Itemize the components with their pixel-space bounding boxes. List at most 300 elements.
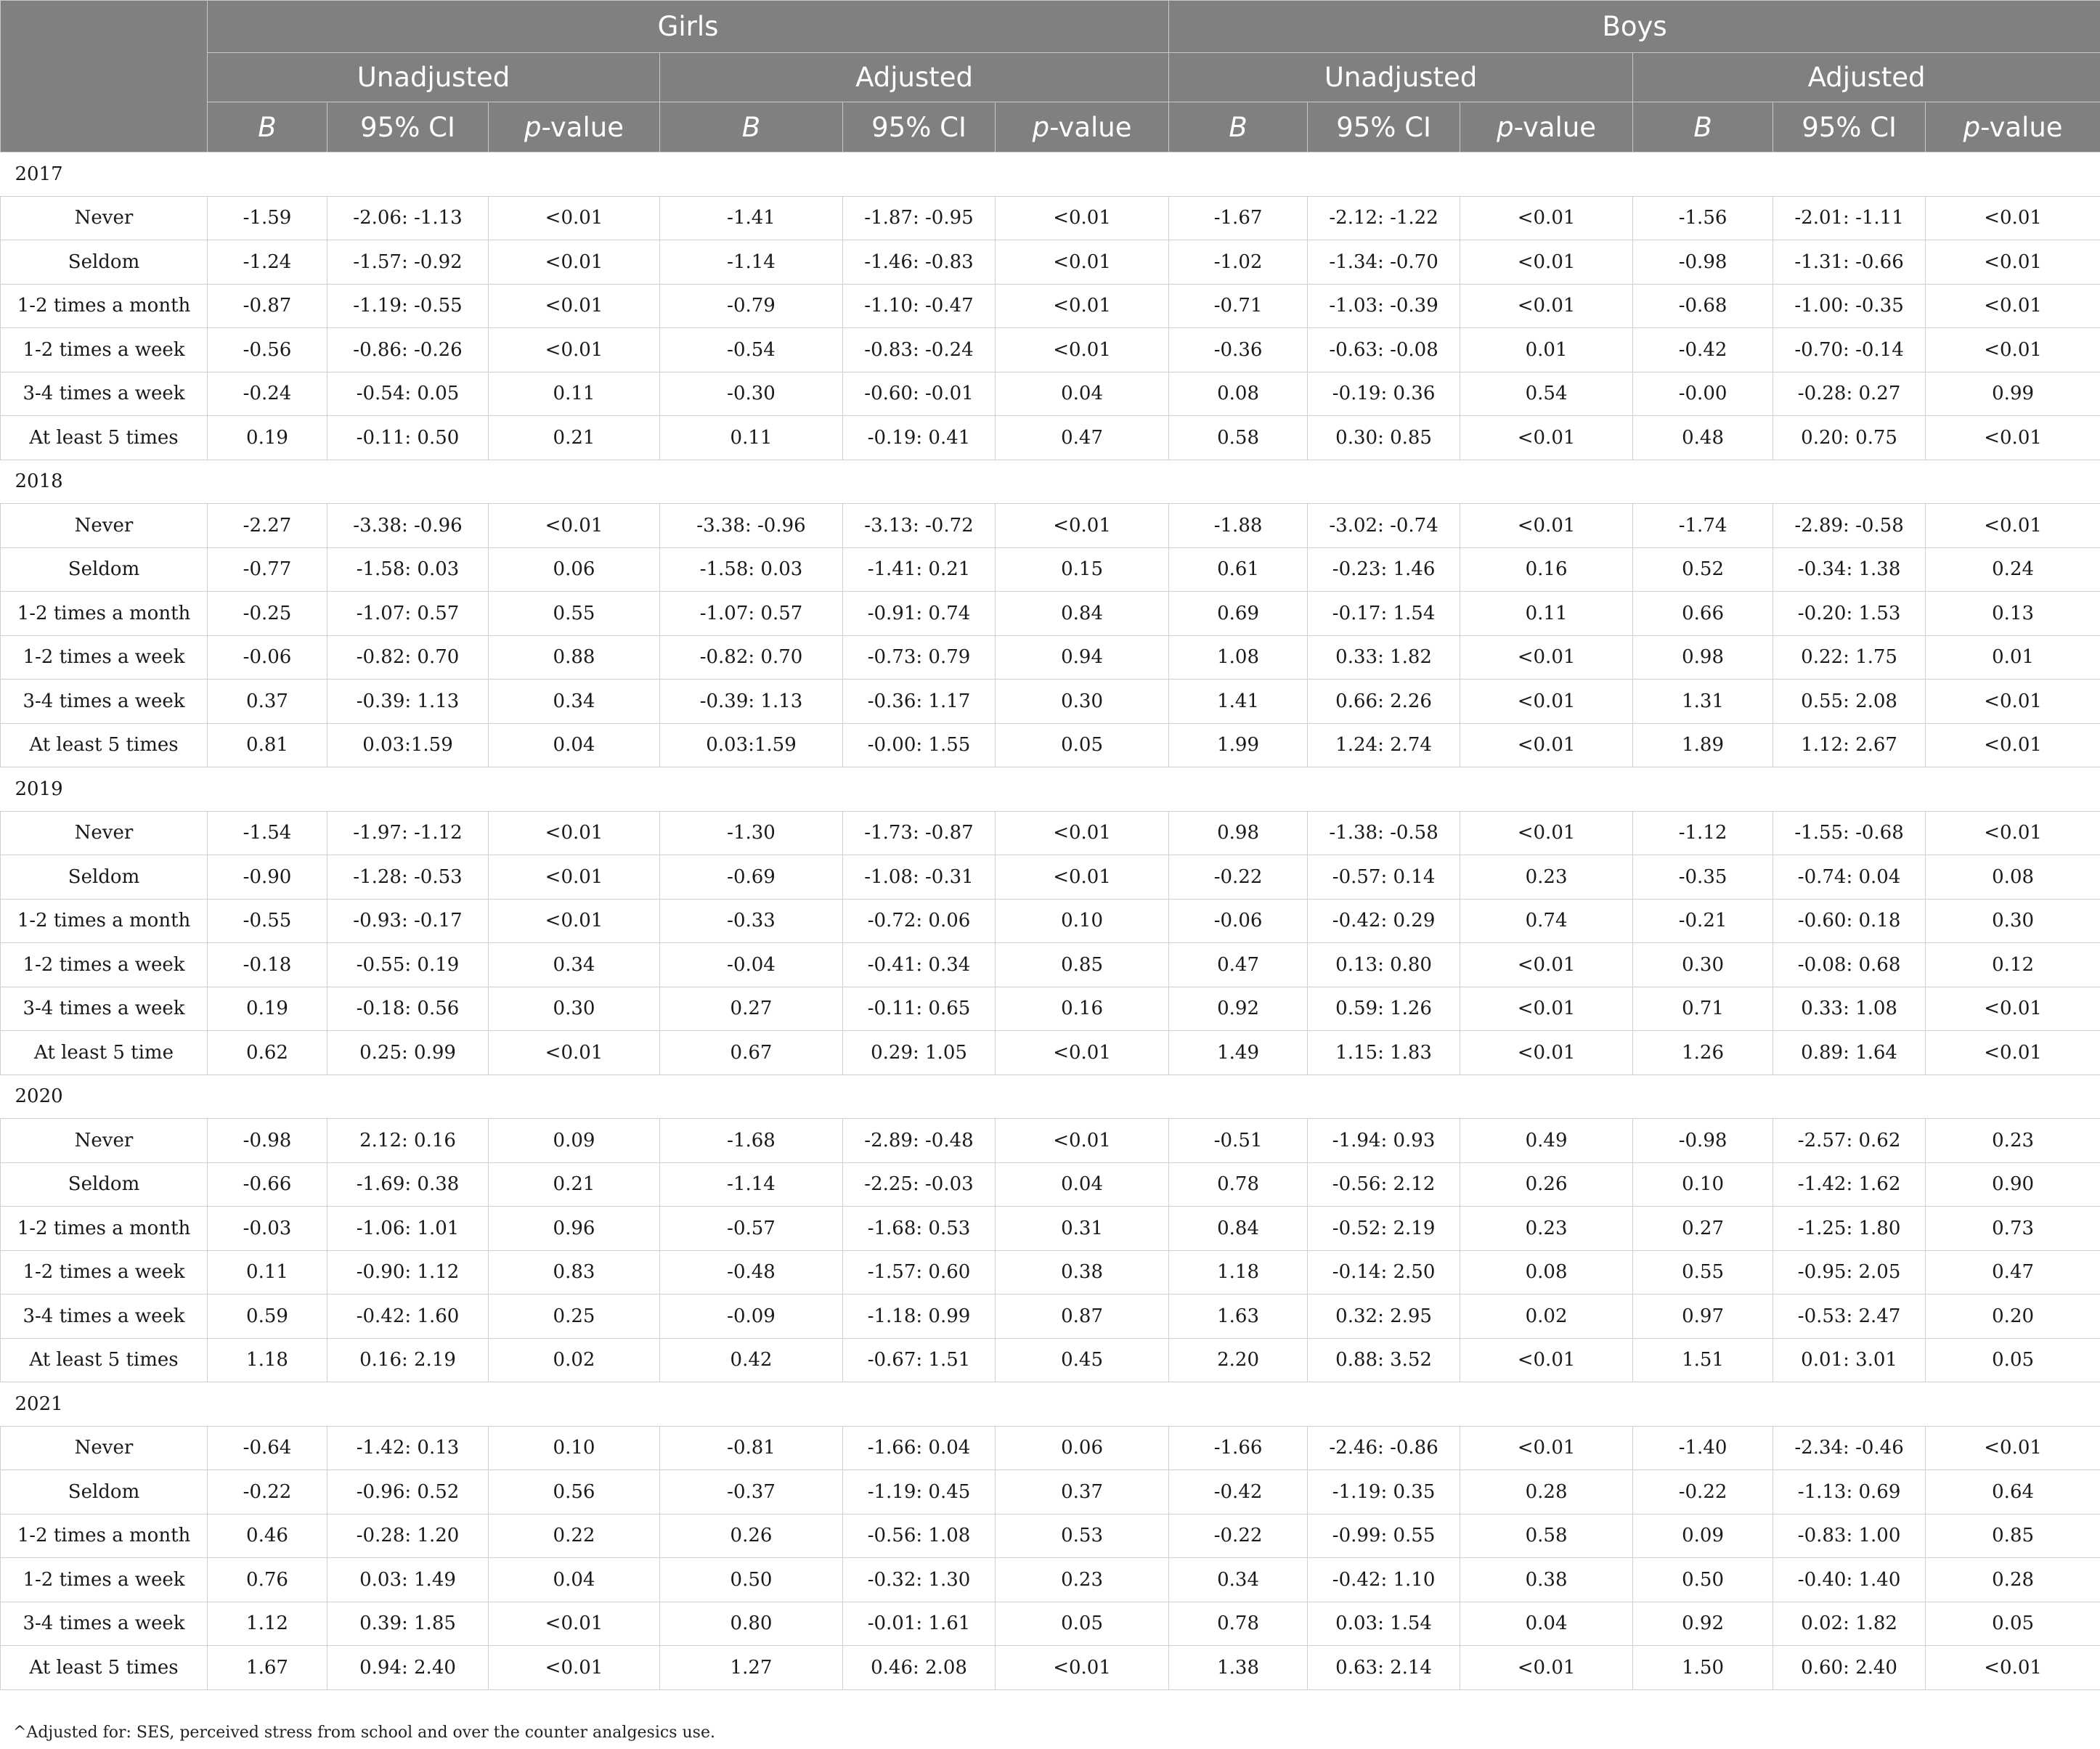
table-cell: <0.01 [1926, 1031, 2100, 1075]
table-row [1, 635, 2100, 680]
table-cell: -1.02 [1169, 240, 1308, 285]
table-cell: 0.01 [1926, 635, 2100, 680]
table-cell: -1.10: -0.47 [843, 284, 996, 328]
table-cell: -0.09 [660, 1295, 843, 1339]
header-row-groups [1, 1, 2100, 53]
row-label: Never [1, 1426, 208, 1470]
table-cell: -0.70: -0.14 [1773, 328, 1926, 372]
table-cell: 0.23 [996, 1558, 1169, 1602]
table-cell: -0.06 [1169, 899, 1308, 943]
table-cell: -1.57: 0.60 [843, 1250, 996, 1295]
table-cell: -0.82: 0.70 [660, 635, 843, 680]
table-cell: <0.01 [489, 196, 660, 240]
table-header [1, 1, 2100, 152]
table-row [1, 811, 2100, 855]
table-cell: <0.01 [996, 284, 1169, 328]
table-cell: 0.27 [660, 987, 843, 1031]
table-cell: -0.42 [1633, 328, 1773, 372]
table-cell: 1.50 [1633, 1646, 1773, 1690]
column-header-text: B [1229, 111, 1248, 143]
table-cell: -1.40 [1633, 1426, 1773, 1470]
table-cell: -0.56: 1.08 [843, 1514, 996, 1558]
table-cell: -1.03: -0.39 [1308, 284, 1460, 328]
table-cell: <0.01 [489, 1031, 660, 1075]
row-label: 1-2 times a month [1, 899, 208, 943]
table-cell: 0.98 [1633, 635, 1773, 680]
table-cell: -1.42: 1.62 [1773, 1162, 1926, 1207]
row-label: At least 5 times [1, 1338, 208, 1382]
table-cell: <0.01 [489, 855, 660, 900]
table-cell: 1.67 [208, 1646, 327, 1690]
table-cell: <0.01 [489, 1646, 660, 1690]
table-cell: 1.26 [1633, 1031, 1773, 1075]
table-cell: 0.34 [489, 680, 660, 724]
table-cell: -1.06: 1.01 [327, 1207, 489, 1251]
table-cell: <0.01 [1460, 196, 1633, 240]
table-cell: -0.99: 0.55 [1308, 1514, 1460, 1558]
column-header [208, 102, 327, 152]
table-cell: 0.87 [996, 1295, 1169, 1339]
row-label: Seldom [1, 1470, 208, 1514]
table-cell: 0.58 [1169, 416, 1308, 460]
table-cell: 0.05 [996, 1602, 1169, 1646]
row-label: At least 5 times [1, 1646, 208, 1690]
table-cell: -1.97: -1.12 [327, 811, 489, 855]
table-cell: -0.36: 1.17 [843, 680, 996, 724]
table-cell: 0.33: 1.08 [1773, 987, 1926, 1031]
table-cell: -0.57: 0.14 [1308, 855, 1460, 900]
table-cell: 0.47 [996, 416, 1169, 460]
table-cell: -0.08: 0.68 [1773, 943, 1926, 987]
row-label: 3-4 times a week [1, 1602, 208, 1646]
table-cell: 0.24 [1926, 547, 2100, 592]
table-body [1, 152, 2100, 1690]
row-label: 3-4 times a week [1, 987, 208, 1031]
table-cell: -0.41: 0.34 [843, 943, 996, 987]
table-cell: <0.01 [996, 504, 1169, 548]
table-row [1, 987, 2100, 1031]
table-cell: -0.35 [1633, 855, 1773, 900]
table-cell: 0.04 [489, 1558, 660, 1602]
table-cell: -0.39: 1.13 [327, 680, 489, 724]
table-cell: -0.60: -0.01 [843, 372, 996, 416]
table-cell: <0.01 [996, 1646, 1169, 1690]
table-cell: -1.14 [660, 240, 843, 285]
table-cell: 1.18 [1169, 1250, 1308, 1295]
row-label: 1-2 times a week [1, 328, 208, 372]
table-cell: -0.00: 1.55 [843, 723, 996, 767]
table-cell: 0.30 [1926, 899, 2100, 943]
table-cell: -3.13: -0.72 [843, 504, 996, 548]
table-cell: 1.38 [1169, 1646, 1308, 1690]
column-header-text: B [1693, 111, 1712, 143]
table-cell: 0.22 [489, 1514, 660, 1558]
table-row [1, 1207, 2100, 1251]
table-cell: 0.01 [1460, 328, 1633, 372]
table-row [1, 1119, 2100, 1163]
year-section-row [1, 1382, 2100, 1427]
table-cell: 0.83 [489, 1250, 660, 1295]
table-row [1, 680, 2100, 724]
table-cell: 0.05 [1926, 1602, 2100, 1646]
table-cell: -0.63: -0.08 [1308, 328, 1460, 372]
table-cell: -2.01: -1.11 [1773, 196, 1926, 240]
table-row [1, 592, 2100, 636]
table-cell: -0.28: 0.27 [1773, 372, 1926, 416]
row-label: 3-4 times a week [1, 1295, 208, 1339]
table-cell: 0.11 [1460, 592, 1633, 636]
table-row [1, 1470, 2100, 1514]
table-cell: <0.01 [1460, 680, 1633, 724]
table-cell: -0.40: 1.40 [1773, 1558, 1926, 1602]
row-label: At least 5 times [1, 723, 208, 767]
table-row [1, 240, 2100, 285]
table-cell: 0.15 [996, 547, 1169, 592]
table-cell: <0.01 [996, 1119, 1169, 1163]
table-cell: 0.30 [489, 987, 660, 1031]
table-cell: 0.05 [996, 723, 1169, 767]
table-cell: -0.82: 0.70 [327, 635, 489, 680]
row-label: Seldom [1, 547, 208, 592]
column-header-text: B [258, 111, 277, 143]
table-cell: -0.17: 1.54 [1308, 592, 1460, 636]
table-row [1, 1558, 2100, 1602]
table-cell: 0.11 [208, 1250, 327, 1295]
table-cell: -1.41: 0.21 [843, 547, 996, 592]
table-cell: <0.01 [996, 196, 1169, 240]
table-cell: 0.90 [1926, 1162, 2100, 1207]
table-cell: -0.48 [660, 1250, 843, 1295]
column-header [1633, 102, 1773, 152]
table-cell: 0.13: 0.80 [1308, 943, 1460, 987]
table-cell: -0.56 [208, 328, 327, 372]
table-cell: -0.22 [208, 1470, 327, 1514]
table-cell: -0.32: 1.30 [843, 1558, 996, 1602]
table-cell: <0.01 [1926, 416, 2100, 460]
table-cell: -1.07: 0.57 [660, 592, 843, 636]
table-cell: <0.01 [1460, 1426, 1633, 1470]
table-cell: <0.01 [996, 328, 1169, 372]
table-cell: 0.66 [1633, 592, 1773, 636]
table-cell: 0.09 [489, 1119, 660, 1163]
table-cell: -3.02: -0.74 [1308, 504, 1460, 548]
table-cell: 0.88: 3.52 [1308, 1338, 1460, 1382]
table-cell: -1.13: 0.69 [1773, 1470, 1926, 1514]
table-cell: <0.01 [996, 811, 1169, 855]
table-cell: -0.64 [208, 1426, 327, 1470]
pvalue-p: p [1497, 111, 1514, 143]
table-cell: -1.28: -0.53 [327, 855, 489, 900]
table-cell: -0.20: 1.53 [1773, 592, 1926, 636]
row-label: Never [1, 196, 208, 240]
table-cell: 0.10 [1633, 1162, 1773, 1207]
table-cell: 0.50 [660, 1558, 843, 1602]
table-cell: 0.29: 1.05 [843, 1031, 996, 1075]
table-cell: 0.25: 0.99 [327, 1031, 489, 1075]
table-cell: -3.38: -0.96 [660, 504, 843, 548]
table-cell: -2.89: -0.58 [1773, 504, 1926, 548]
table-cell: -0.67: 1.51 [843, 1338, 996, 1382]
column-header-pvalue: p-value [996, 102, 1169, 152]
row-label: At least 5 times [1, 416, 208, 460]
table-cell: -0.71 [1169, 284, 1308, 328]
column-header-pvalue: p-value [1926, 102, 2100, 152]
table-cell: -0.83: -0.24 [843, 328, 996, 372]
table-cell: -1.88 [1169, 504, 1308, 548]
table-cell: 0.55 [1633, 1250, 1773, 1295]
table-row [1, 899, 2100, 943]
table-cell: 0.02 [489, 1338, 660, 1382]
table-cell: 0.10 [996, 899, 1169, 943]
table-cell: -0.42: 1.10 [1308, 1558, 1460, 1602]
table-cell: 0.27 [1633, 1207, 1773, 1251]
table-cell: 0.26 [660, 1514, 843, 1558]
table-cell: 0.56 [489, 1470, 660, 1514]
table-cell: -0.22 [1633, 1470, 1773, 1514]
table-cell: -0.34: 1.38 [1773, 547, 1926, 592]
row-label: 1-2 times a month [1, 592, 208, 636]
table-cell: -1.19: 0.45 [843, 1470, 996, 1514]
table-cell: -0.24 [208, 372, 327, 416]
table-cell: 0.62 [208, 1031, 327, 1075]
table-row [1, 1602, 2100, 1646]
table-cell: 0.21 [489, 416, 660, 460]
table-cell: -0.18 [208, 943, 327, 987]
table-row [1, 855, 2100, 900]
table-cell: 0.78 [1169, 1162, 1308, 1207]
table-cell: 1.15: 1.83 [1308, 1031, 1460, 1075]
table-cell: 0.55: 2.08 [1773, 680, 1926, 724]
table-cell: 1.51 [1633, 1338, 1773, 1382]
table-cell: 0.02: 1.82 [1773, 1602, 1926, 1646]
table-cell: -1.73: -0.87 [843, 811, 996, 855]
pvalue-p: p [1963, 111, 1981, 143]
table-cell: 0.13 [1926, 592, 2100, 636]
table-cell: 0.04 [1460, 1602, 1633, 1646]
table-cell: -1.55: -0.68 [1773, 811, 1926, 855]
table-cell: <0.01 [996, 1031, 1169, 1075]
table-cell: 0.92 [1633, 1602, 1773, 1646]
table-cell: 0.28 [1926, 1558, 2100, 1602]
table-cell: 0.06 [489, 547, 660, 592]
table-cell: 0.48 [1633, 416, 1773, 460]
table-cell: 0.38 [996, 1250, 1169, 1295]
table-cell: -0.52: 2.19 [1308, 1207, 1460, 1251]
table-cell: 0.08 [1169, 372, 1308, 416]
year-section-row [1, 460, 2100, 504]
header-row-subgroups [1, 53, 2100, 102]
column-header: 95% CI [1773, 102, 1926, 152]
table-cell: 1.49 [1169, 1031, 1308, 1075]
table-cell: 0.34 [1169, 1558, 1308, 1602]
table-cell: -0.69 [660, 855, 843, 900]
table-cell: -0.01: 1.61 [843, 1602, 996, 1646]
table-cell: -0.19: 0.36 [1308, 372, 1460, 416]
table-cell: -1.54 [208, 811, 327, 855]
table-cell: 1.08 [1169, 635, 1308, 680]
group-header-girls: Girls [208, 1, 1169, 53]
table-cell: 0.08 [1460, 1250, 1633, 1295]
table-cell: -0.11: 0.65 [843, 987, 996, 1031]
table-cell: 0.59 [208, 1295, 327, 1339]
table-cell: <0.01 [1460, 1646, 1633, 1690]
table-footnote: ^Adjusted for: SES, perceived stress from school and over the counter analgesics use. [13, 1724, 715, 1742]
table-cell: -1.67 [1169, 196, 1308, 240]
table-cell: 0.76 [208, 1558, 327, 1602]
table-cell: 0.37 [996, 1470, 1169, 1514]
subgroup-header-boys-unadjusted: Unadjusted [1169, 53, 1633, 102]
table-cell: 0.54 [1460, 372, 1633, 416]
table-cell: 0.03: 1.49 [327, 1558, 489, 1602]
table-cell: 0.55 [489, 592, 660, 636]
table-cell: 0.39: 1.85 [327, 1602, 489, 1646]
table-cell: -0.56: 2.12 [1308, 1162, 1460, 1207]
table-cell: 0.84 [996, 592, 1169, 636]
table-cell: 0.46: 2.08 [843, 1646, 996, 1690]
table-cell: 0.80 [660, 1602, 843, 1646]
table-cell: 0.74 [1460, 899, 1633, 943]
table-cell: -1.08: -0.31 [843, 855, 996, 900]
table-row [1, 723, 2100, 767]
table-cell: -1.12 [1633, 811, 1773, 855]
row-label: 1-2 times a month [1, 1514, 208, 1558]
table-cell: 0.45 [996, 1338, 1169, 1382]
row-label: 1-2 times a week [1, 1558, 208, 1602]
table-cell: -1.58: 0.03 [660, 547, 843, 592]
table-cell: 0.30 [996, 680, 1169, 724]
table-cell: 0.84 [1169, 1207, 1308, 1251]
table-cell: 1.89 [1633, 723, 1773, 767]
table-cell: 0.30: 0.85 [1308, 416, 1460, 460]
table-cell: -0.55: 0.19 [327, 943, 489, 987]
table-cell: -0.98 [1633, 240, 1773, 285]
table-cell: <0.01 [1926, 1646, 2100, 1690]
table-cell: -0.25 [208, 592, 327, 636]
subgroup-header-girls-unadjusted: Unadjusted [208, 53, 660, 102]
table-cell: -1.14 [660, 1162, 843, 1207]
table-cell: -0.42: 1.60 [327, 1295, 489, 1339]
table-cell: -1.19: -0.55 [327, 284, 489, 328]
table-cell: 0.25 [489, 1295, 660, 1339]
table-cell: 0.47 [1926, 1250, 2100, 1295]
table-cell: -0.96: 0.52 [327, 1470, 489, 1514]
table-cell: -1.87: -0.95 [843, 196, 996, 240]
table-cell: -0.14: 2.50 [1308, 1250, 1460, 1295]
pvalue-p: p [524, 111, 542, 143]
table-cell: -1.68 [660, 1119, 843, 1163]
year-label: 2021 [1, 1382, 2100, 1427]
table-cell: <0.01 [1926, 987, 2100, 1031]
table-cell: 0.60: 2.40 [1773, 1646, 1926, 1690]
column-header [660, 102, 843, 152]
header-corner [1, 1, 208, 152]
row-label: Seldom [1, 855, 208, 900]
table-cell: -0.83: 1.00 [1773, 1514, 1926, 1558]
row-label: 1-2 times a month [1, 284, 208, 328]
table-cell: -1.58: 0.03 [327, 547, 489, 592]
table-row [1, 328, 2100, 372]
table-cell: -2.89: -0.48 [843, 1119, 996, 1163]
table-cell: -0.04 [660, 943, 843, 987]
table-cell: -1.19: 0.35 [1308, 1470, 1460, 1514]
table-cell: <0.01 [1460, 723, 1633, 767]
table-cell: <0.01 [489, 811, 660, 855]
table-cell: -0.51 [1169, 1119, 1308, 1163]
table-cell: 0.64 [1926, 1470, 2100, 1514]
year-section-row [1, 152, 2100, 197]
table-row [1, 1514, 2100, 1558]
row-label: 3-4 times a week [1, 372, 208, 416]
table-cell: -2.46: -0.86 [1308, 1426, 1460, 1470]
table-cell: <0.01 [1460, 811, 1633, 855]
table-cell: <0.01 [1460, 416, 1633, 460]
table-cell: <0.01 [1926, 328, 2100, 372]
table-cell: -0.53: 2.47 [1773, 1295, 1926, 1339]
table-cell: 0.88 [489, 635, 660, 680]
table-cell: 1.18 [208, 1338, 327, 1382]
table-cell: <0.01 [489, 328, 660, 372]
table-cell: 1.27 [660, 1646, 843, 1690]
table-cell: 0.03:1.59 [327, 723, 489, 767]
table-cell: 0.09 [1633, 1514, 1773, 1558]
table-cell: -0.74: 0.04 [1773, 855, 1926, 900]
table-cell: 0.04 [489, 723, 660, 767]
table-cell: 0.16 [996, 987, 1169, 1031]
year-section-row [1, 1075, 2100, 1119]
table-cell: 0.20: 0.75 [1773, 416, 1926, 460]
table-cell: 1.41 [1169, 680, 1308, 724]
table-cell: 0.30 [1633, 943, 1773, 987]
table-cell: <0.01 [489, 504, 660, 548]
table-cell: 0.78 [1169, 1602, 1308, 1646]
row-label: 1-2 times a week [1, 943, 208, 987]
table-cell: -1.69: 0.38 [327, 1162, 489, 1207]
table-row [1, 196, 2100, 240]
table-cell: -0.73: 0.79 [843, 635, 996, 680]
table-cell: -0.72: 0.06 [843, 899, 996, 943]
table-cell: 0.26 [1460, 1162, 1633, 1207]
table-cell: -0.28: 1.20 [327, 1514, 489, 1558]
table-cell: -0.21 [1633, 899, 1773, 943]
table-cell: <0.01 [1460, 987, 1633, 1031]
table-cell: -0.18: 0.56 [327, 987, 489, 1031]
table-row [1, 1426, 2100, 1470]
table-cell: 0.42 [660, 1338, 843, 1382]
table-cell: 0.34 [489, 943, 660, 987]
table-cell: 0.23 [1926, 1119, 2100, 1163]
table-cell: -0.33 [660, 899, 843, 943]
table-cell: 0.67 [660, 1031, 843, 1075]
table-cell: 0.11 [489, 372, 660, 416]
table-row [1, 1250, 2100, 1295]
table-cell: -2.57: 0.62 [1773, 1119, 1926, 1163]
table-cell: 0.37 [208, 680, 327, 724]
table-cell: -0.79 [660, 284, 843, 328]
table-cell: <0.01 [1926, 284, 2100, 328]
table-cell: -0.77 [208, 547, 327, 592]
table-cell: -0.60: 0.18 [1773, 899, 1926, 943]
table-cell: -0.95: 2.05 [1773, 1250, 1926, 1295]
table-cell: <0.01 [996, 855, 1169, 900]
table-cell: <0.01 [1460, 504, 1633, 548]
row-label: Seldom [1, 240, 208, 285]
table-cell: -0.42 [1169, 1470, 1308, 1514]
table-cell: <0.01 [1926, 680, 2100, 724]
table-cell: -0.30 [660, 372, 843, 416]
table-row [1, 504, 2100, 548]
row-label: 1-2 times a month [1, 1207, 208, 1251]
table-cell: -1.56 [1633, 196, 1773, 240]
